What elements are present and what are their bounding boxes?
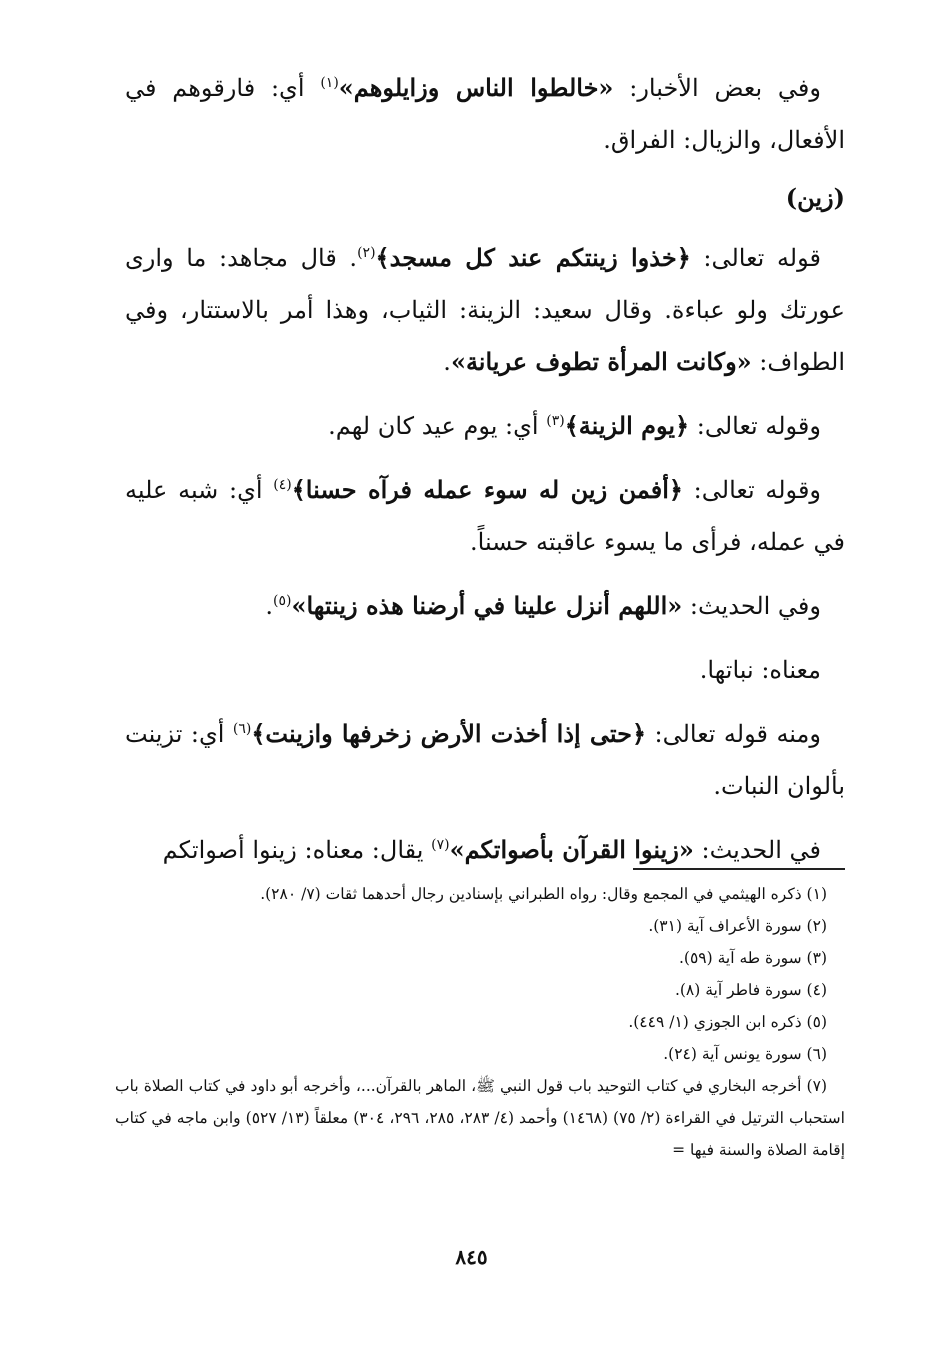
paragraph-text: أي: يوم عيد كان لهم. <box>328 412 547 440</box>
paragraph-text: . <box>443 348 451 376</box>
quran-quote: ﴿خذوا زينتكم عند كل مسجد﴾ <box>375 243 691 272</box>
footnote-7: (٧) أخرجه البخاري في كتاب التوحيد باب قول النبي ﷺ، الماهر بالقرآن...، وأخرجه أبو داود في كتاب الصلاة باب استحباب الترتيل في القراءة (٢/ ٧٥) (١٤٦٨) وأحمد (٤/ ٢٨٣، ٢٨٥، ٢٩٦، ٣٠٤) معلقاً (١٣/ ٥٢٧) وابن ماجه في كتاب إقامة الصلاة والسنة فيها = <box>115 1077 845 1159</box>
quran-quote: ﴿حتى إذا أخذت الأرض زخرفها وازينت﴾ <box>251 719 647 748</box>
footnote-ref: (٣) <box>546 413 565 429</box>
paragraph-text: أي: فارقوهم في الأفعال، والزيال: الفراق. <box>125 74 845 154</box>
footnote-ref: (٤) <box>273 477 292 493</box>
paragraph-5 <box>125 580 845 632</box>
paragraph-text: ومنه قوله تعالى: <box>646 720 821 748</box>
footnote-ref: (١) <box>320 75 339 91</box>
paragraph-text: أي: شبه عليه في عمله، فرأى ما يسوء عاقبته حسناً. <box>125 476 845 556</box>
hadith-quote: «وكانت المرأة تطوف عريانة» <box>450 347 752 376</box>
paragraph-6: معناه: نباتها. <box>699 656 821 684</box>
paragraph-text: يقال: معناه: زينوا أصواتكم <box>162 836 432 864</box>
paragraph-3 <box>125 400 845 452</box>
footnote-ref: (٧) <box>431 837 450 853</box>
footnote-separator <box>633 868 845 870</box>
footnote-ref: (٦) <box>232 721 252 737</box>
paragraph-2 <box>125 232 845 388</box>
paragraph-text: قوله تعالى: <box>690 244 821 272</box>
footnote-5: (٥) ذكره ابن الجوزي (١/ ٤٤٩). <box>628 1013 827 1031</box>
footnotes <box>115 878 845 1166</box>
paragraph-text: وفي الحديث: <box>682 592 821 620</box>
paragraph-text: في الحديث: <box>693 836 821 864</box>
paragraph-1 <box>125 62 845 166</box>
paragraph-text: وفي بعض الأخبار: <box>613 74 821 102</box>
footnote-1: (١) ذكره الهيثمي في المجمع وقال: رواه الطبراني بإسنادين رجال أحدهما ثقات (٧/ ٢٨٠). <box>260 885 827 903</box>
main-text <box>125 62 845 876</box>
paragraph-text: . <box>265 592 273 620</box>
entry-heading: (زين) <box>785 183 845 212</box>
paragraph-text: . قال مجاهد: ما وارى عورتك ولو عباءة. وقال سعيد: الزينة: الثياب، وهذا أمر بالاستتار، وفي الطواف: <box>125 244 845 376</box>
paragraph-text: وقوله تعالى: <box>682 476 822 504</box>
hadith-quote: «اللهم أنزل علينا في أرضنا هذه زينتها» <box>291 591 683 620</box>
footnote-6: (٦) سورة يونس آية (٢٤). <box>663 1045 827 1063</box>
quran-quote: ﴿أفمن زين له سوء عمله فرآه حسنا﴾ <box>291 475 683 504</box>
footnote-ref: (٥) <box>272 593 292 609</box>
hadith-quote: «خالطوا الناس وزايلوهم» <box>338 73 614 102</box>
footnote-2: (٢) سورة الأعراف آية (٣١). <box>648 917 827 935</box>
footnote-4: (٤) سورة فاطر آية (٨). <box>674 981 827 999</box>
paragraph-7 <box>125 708 845 812</box>
paragraph-text: أي: تزينت بألوان النبات. <box>125 720 845 800</box>
page-number: ٨٤٥ <box>455 1245 488 1269</box>
hadith-quote: «زينوا القرآن بأصواتكم» <box>449 835 694 864</box>
paragraph-text: وقوله تعالى: <box>689 412 821 440</box>
footnote-3: (٣) سورة طه آية (٥٩). <box>678 949 827 967</box>
footnote-ref: (٢) <box>357 245 376 261</box>
quran-quote: ﴿يوم الزينة﴾ <box>564 411 690 440</box>
paragraph-4 <box>125 464 845 568</box>
